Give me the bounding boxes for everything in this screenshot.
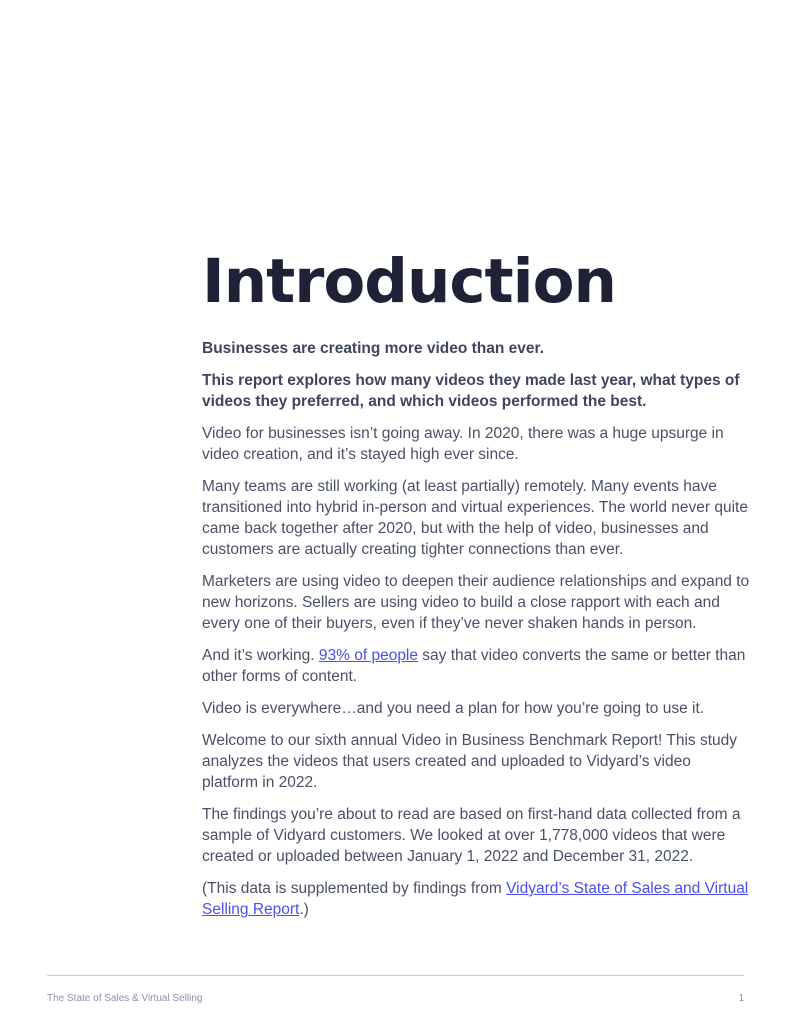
page-title: Introduction [202,246,616,317]
body-paragraph: Video for businesses isn’t going away. In 2020, there was a huge upsurge in video creation, and it’s stayed high ever since. [202,425,724,463]
report-link[interactable]: Vidyard’s State of Sales and Virtual Selling Report [202,880,749,918]
intro-summary-paragraph: This report explores how many videos they made last year, what types of videos they preferred, and which videos performed the best. [202,372,740,410]
body-paragraph: The findings you’re about to read are based on first-hand data collected from a sample of Vidyard customers. We looked at over 1,778,000 videos that were created or uploaded between January 1, 2022 and December 31, 2022. [202,806,741,865]
paragraph-text: (This data is supplemented by findings from [202,880,507,897]
main-content [202,248,750,931]
body-paragraph: Video is everywhere…and you need a plan for how you’re going to use it. [202,700,705,717]
paragraph-text: say that video converts the same or better than other forms of content. [202,647,746,685]
paragraph-text: .) [299,901,309,918]
footer-title: The State of Sales & Virtual Selling [47,993,203,1004]
body-paragraph: Marketers are using video to deepen their audience relationships and expand to new horizons. Sellers are using video to build a close rapport with each and every one of their buyers, even if they’ve never shaken hands in person. [202,573,750,632]
body-paragraph: Welcome to our sixth annual Video in Business Benchmark Report! This study analyzes the videos that users created and uploaded to Vidyard’s video platform in 2022. [202,732,738,791]
paragraph-text: And it’s working. [202,647,319,664]
body-paragraph-with-link [202,645,750,687]
intro-lead-paragraph: Businesses are creating more video than ever. [202,340,545,357]
page-number: 1 [738,993,744,1004]
footer-divider [47,975,744,976]
body-paragraph-with-link [202,878,750,920]
body-paragraph: Many teams are still working (at least partially) remotely. Many events have transitioned into hybrid in-person and virtual experiences. The world never quite came back together after 2020, but with the help of video, businesses and customers are actually creating tighter connections than ever. [202,478,748,558]
statistic-link[interactable]: 93% of people [318,647,418,664]
